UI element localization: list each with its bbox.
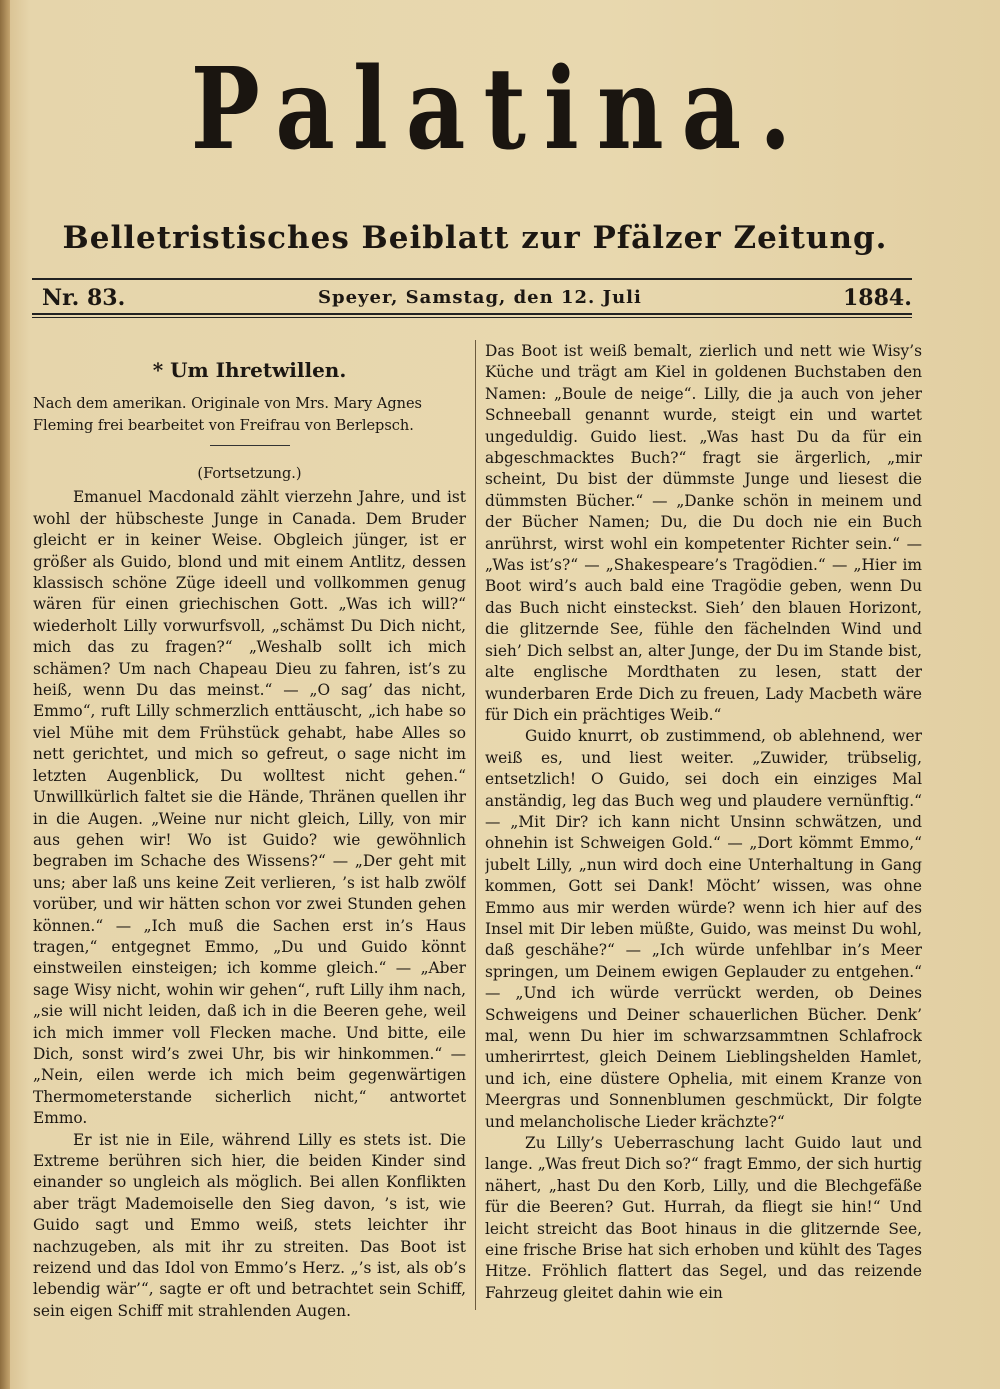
column-left	[33, 340, 466, 1380]
issue-number: Nr. 83.	[42, 285, 126, 311]
issue-year: 1884.	[843, 285, 912, 311]
masthead-title: Palatina.	[190, 44, 810, 175]
bottom-rule-thin	[32, 317, 912, 318]
article-byline: Nach dem amerikan. Originale von Mrs. Mary Agnes Fleming frei bearbeitet von Freifrau von Berlepsch.	[33, 396, 422, 434]
column-divider	[475, 340, 476, 1310]
masthead-subtitle: Belletristisches Beiblatt zur Pfälzer Zeitung.	[62, 220, 888, 256]
column-right	[485, 341, 922, 1381]
paragraph: Guido knurrt, ob zustimmend, ob ablehnend, wer weiß es, und liest weiter. „Zuwider, trübselig, entsetzlich! O Guido, sei doch ein einziges Mal anständig, leg das Buch weg und plaudere vernünftig.“ — „Mit Dir? ich kann nicht Unsinn schwätzen, und ohnehin ist Schweigen Gold.“ — „Dort kömmt Emmo,“ jubelt Lilly, „nun wird doch eine Unterhaltung in Gang kommen, Gott sei Dank! Möcht’ wissen, was ohne Emmo aus mir werden würde? wenn ich hier auf des Insel mit Dir leben müßte, Guido, was meinst Du wohl, daß geschähe?“ — „Ich würde unfehlbar in’s Meer springen, um Deinem ewigen Geplauder zu entgehen.“ — „Und ich würde verrückt werden, ob Deines Schweigens und Deiner schauerlichen Bücher. Denk’ mal, wenn Du hier im schwarzsammtnen Schlafrock umherirrtest, gleich Deinem Lieblingshelden Hamlet, und ich, eine düstere Ophelia, mit einem Kranze von Meergras und Sonnenblumen geschmückt, Dir folgte und melancholische Lieder krächzte?“	[485, 727, 922, 1131]
place-date: Speyer, Samstag, den 12. Juli	[318, 287, 642, 308]
paragraph: Das Boot ist weiß bemalt, zierlich und nett wie Wisy’s Küche und trägt am Kiel in goldenen Buchstaben den Namen: „Boule de neige“. Lilly, die ja auch von jeher Schneeball genannt wurde, steigt ein und wartet ungeduldig. Guido liest. „Was hast Du da für ein abgeschmacktes Buch?“ fragt sie ärgerlich, „mir scheint, Du bist der dümmste Junge und liesest die dümmsten Bücher.“ — „Danke schön in meinem und der Bücher Namen; Du, die Du doch nie ein Buch anrührst, wirst wohl ein kompetenter Richter sein.“ — „Was ist’s?“ — „Shakespeare’s Tragödien.“ — „Hier im Boot wird’s auch bald eine Tragödie geben, wenn Du das Buch nicht einsteckst. Sieh’ den blauen Horizont, die glitzernde See, fühle den fächelnden Wind und sieh’ Dich selbst an, alter Junge, der Du im Stande bist, alte englische Mordthaten zu lesen, statt der wunderbaren Erde Dich zu freuen, Lady Macbeth wäre für Dich ein prächtiges Weib.“	[485, 342, 922, 724]
heading-divider	[210, 445, 290, 446]
page-binding-edge	[0, 0, 10, 1389]
paragraph: Zu Lilly’s Ueberraschung lacht Guido laut und lange. „Was freut Dich so?“ fragt Emmo, der sich hurtig nähert, „hast Du den Korb, Lilly, und die Blechgefäße für die Beeren? Gut. Hurrah, da fliegt sie hin!“ Und leicht streicht das Boot hinaus in die glitzernde See, eine frische Brise hat sich erhoben und kühlt des Tages Hitze. Fröhlich flattert das Segel, und das reizende Fahrzeug gleitet dahin wie ein	[485, 1134, 922, 1302]
continuation-note: (Fortsetzung.)	[197, 466, 302, 482]
bottom-rule	[32, 313, 912, 315]
article-heading: * Um Ihretwillen.	[152, 358, 347, 382]
paragraph: Emanuel Macdonald zählt vierzehn Jahre, und ist wohl der hübscheste Junge in Canada. Dem Bruder gleicht er in keiner Weise. Obgleich jünger, ist er größer als Guido, blond und mit einem Antlitz, dessen klassisch schöne Züge ideell und vollkommen genug wären für einen griechischen Gott. „Was ich will?“ wiederholt Lilly vorwurfsvoll, „schämst Du Dich nicht, mich das zu fragen?“ „Weshalb sollt ich mich schämen? Um nach Chapeau Dieu zu fahren, ist’s zu heiß, wenn Du das meinst.“ — „O sag’ das nicht, Emmo“, ruft Lilly schmerzlich enttäuscht, „ich habe so viel Mühe mit dem Frühstück gehabt, habe Alles so nett gerichtet, und mich so gefreut, o sage nicht im letzten Augenblick, Du wolltest nicht gehen.“ Unwillkürlich faltet sie die Hände, Thränen quellen ihr in die Augen. „Weine nur nicht gleich, Lilly, von mir aus gehen wir! Wo ist Guido? wie gewöhnlich begraben im Schache des Wissens?“ — „Der geht mit uns; aber laß uns keine Zeit verlieren, ’s ist halb zwölf vorüber, und wir hätten schon vor zwei Stunden gehen können.“ — „Ich muß die Sachen erst in’s Haus tragen,“ entgegnet Emmo, „Du und Guido könnt einstweilen einsteigen; ich komme gleich.“ — „Aber sage Wisy nicht, wohin wir gehen“, ruft Lilly ihm nach, „sie will nicht leiden, daß ich in die Beeren gehe, weil ich mich immer voll Flecken mache. Und bitte, eile Dich, sonst wird’s zwei Uhr, bis wir hinkommen.“ — „Nein, eilen werde ich mich beim gegenwärtigen Thermometerstande sicherlich nicht,“ antwortet Emmo.	[33, 488, 466, 1128]
paragraph: Er ist nie in Eile, während Lilly es stets ist. Die Extreme berühren sich hier, die beiden Kinder sind einander so ungleich als möglich. Bei allen Konflikten aber trägt Mademoiselle den Sieg davon, ’s ist, wie Guido sagt und Emmo weiß, stets leichter ihr nachzugeben, als mit ihr zu streiten. Das Boot ist reizend und das Idol von Emmo’s Herz. „’s ist, als ob’s lebendig wär’“, sagte er oft und betrachtet sein Schiff, sein eigen Schiff mit strahlenden Augen.	[33, 1130, 466, 1320]
top-rule	[32, 278, 912, 280]
